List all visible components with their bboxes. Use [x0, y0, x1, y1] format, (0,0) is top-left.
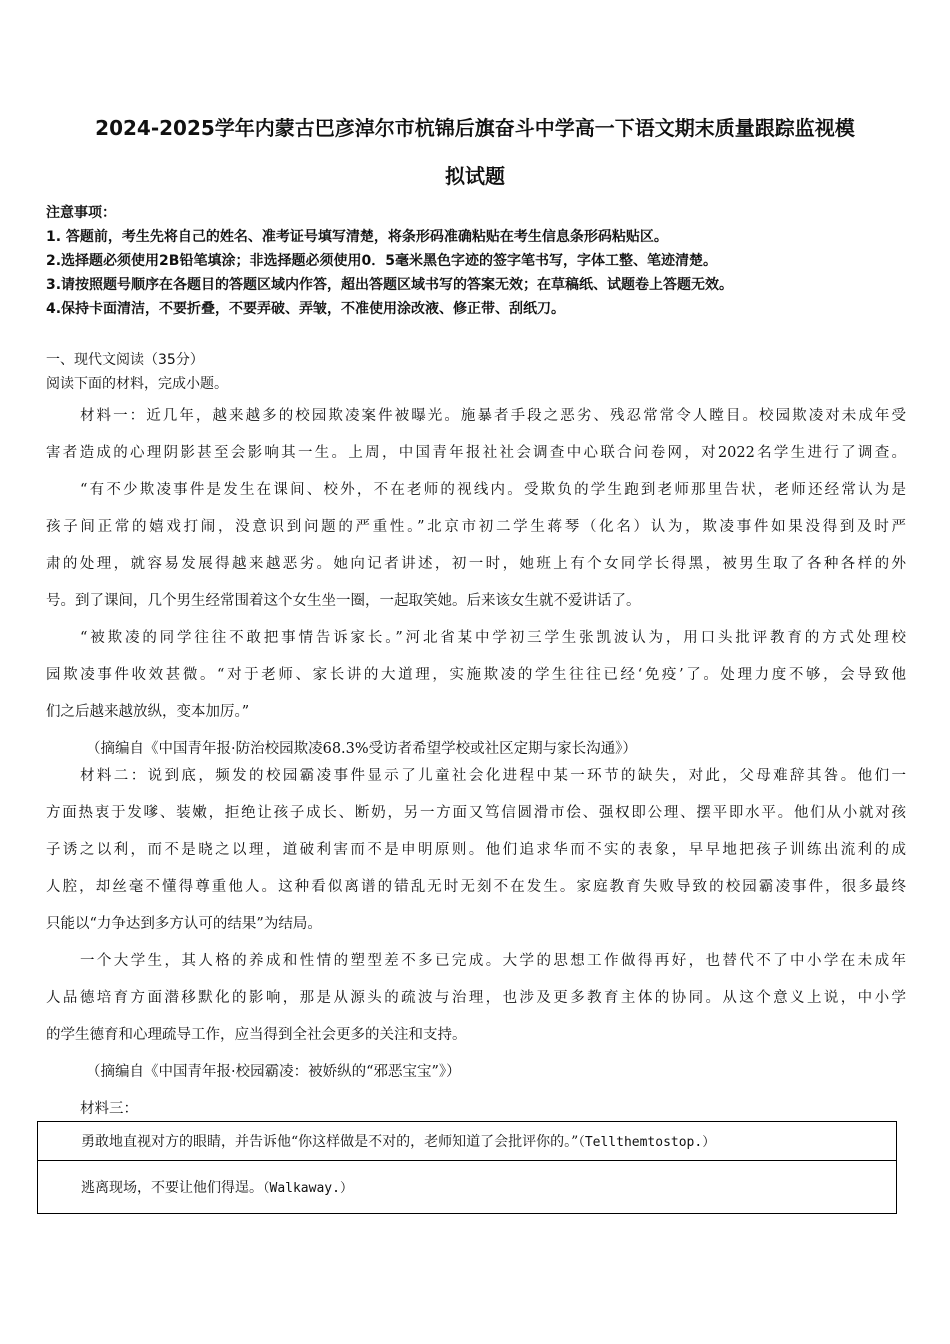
- note-item: 3.请按照题号顺序在各题目的答题区域内作答，超出答题区域书写的答案无效；在草稿纸、试题卷上答题无效。: [46, 277, 734, 293]
- note-item: 1. 答题前，考生先将自己的姓名、准考证号填写清楚，将条形码准确粘贴在考生信息条形码粘贴区。: [46, 229, 668, 245]
- text-line: 们之后越来越放纵，变本加厉。”: [46, 704, 250, 720]
- advice-english: （Walkaway.）: [263, 1181, 353, 1196]
- text-line: 肃的处理，就容易发展得越来越恶劣。她向记者讲述，初一时，她班上有个女同学长得黑，被男生取了各种各样的外: [46, 556, 906, 572]
- notes-heading: 注意事项：: [46, 205, 116, 221]
- advice-text: 勇敢地直视对方的眼睛，并告诉他“你这样做是不对的，老师知道了会批评你的。”: [81, 1134, 579, 1150]
- page-title-continued: 拟试题: [445, 164, 505, 188]
- section-intro: 阅读下面的材料，完成小题。: [46, 376, 228, 392]
- table-cell: [38, 1161, 897, 1214]
- material-three-table: [37, 1121, 897, 1214]
- material-two: [46, 758, 906, 1128]
- note-item: 2.选择题必须使用2B铅笔填涂；非选择题必须使用0．5毫米黑色字迹的签字笔书写，字体工整、笔迹清楚。: [46, 253, 717, 269]
- text-line: 子诱之以利，而不是晓之以理，道破利害而不是申明原则。他们追求华而不实的表象，早早地把孩子训练出流利的成: [46, 842, 906, 858]
- text-line: 害者造成的心理阴影甚至会影响其一生。上周，中国青年报社社会调查中心联合问卷网，对2022名学生进行了调查。: [46, 445, 906, 461]
- text-line: 园欺凌事件收效甚微。“对于老师、家长讲的大道理，实施欺凌的学生往往已经‘免疫’了。处理力度不够，会导致他: [46, 667, 906, 683]
- text-line: 号。到了课间，几个男生经常围着这个女生坐一圈，一起取笑她。后来该女生就不爱讲话了。: [46, 593, 641, 609]
- text-line: “被欺凌的同学往往不敢把事情告诉家长。”河北省某中学初三学生张凯波认为，用口头批评教育的方式处理校: [80, 630, 906, 646]
- text-line: 材料一：近几年，越来越多的校园欺凌案件被曝光。施暴者手段之恶劣、残忍常常令人瞠目。校园欺凌对未成年受: [80, 408, 906, 424]
- table-cell: [38, 1122, 897, 1161]
- material-one: [46, 398, 906, 768]
- text-line: 一个大学生，其人格的养成和性情的塑型差不多已完成。大学的思想工作做得再好，也替代不了中小学在未成年: [80, 953, 906, 969]
- text-line: 的学生德育和心理疏导工作，应当得到全社会更多的关注和支持。: [46, 1027, 467, 1043]
- notes-block: [46, 201, 916, 321]
- table-row: [38, 1161, 897, 1214]
- text-line: 孩子间正常的嬉戏打闹，没意识到问题的严重性。”北京市初二学生蒋琴（化名）认为，欺凌事件如果没得到及时严: [46, 519, 906, 535]
- text-line: 只能以“力争达到多方认可的结果”为结局。: [46, 916, 322, 932]
- advice-text: 逃离现场，不要让他们得逞。: [81, 1180, 263, 1196]
- section-heading: 一、现代文阅读（35分）: [46, 352, 204, 368]
- text-line: 人腔，却丝毫不懂得尊重他人。这种看似离谱的错乱无时无刻不在发生。家庭教育失败导致的校园霸凌事件，很多最终: [46, 879, 906, 895]
- text-line: 人品德培育方面潜移默化的影响，那是从源头的疏波与治理，也涉及更多教育主体的协同。从这个意义上说，中小学: [46, 990, 906, 1006]
- text-line: “有不少欺凌事件是发生在课间、校外，不在老师的视线内。受欺负的学生跑到老师那里告状，老师还经常认为是: [80, 482, 906, 498]
- text-line: 材料二：说到底，频发的校园霸凌事件显示了儿童社会化进程中某一环节的缺失，对此，父母难辞其咎。他们一: [80, 768, 906, 784]
- material-one-source: （摘编自《中国青年报·防治校园欺凌68.3%受访者希望学校或社区定期与家长沟通》）: [86, 741, 637, 757]
- text-line: 方面热衷于发嗲、装嫩，拒绝让孩子成长、断奶，另一方面又笃信圆滑市侩、强权即公理、摆平即水平。他们从小就对孩: [46, 805, 906, 821]
- material-three-label: 材料三：: [80, 1101, 138, 1117]
- material-two-source: （摘编自《中国青年报·校园霸凌：被娇纵的“邪恶宝宝”》）: [86, 1064, 461, 1080]
- note-item: 4.保持卡面清洁，不要折叠，不要弄破、弄皱，不准使用涂改液、修正带、刮纸刀。: [46, 301, 566, 317]
- table-row: [38, 1122, 897, 1161]
- advice-english: （Tellthemtostop.）: [578, 1135, 716, 1150]
- page-title: 2024-2025学年内蒙古巴彦淖尔市杭锦后旗奋斗中学高一下语文期末质量跟踪监视模: [95, 116, 855, 140]
